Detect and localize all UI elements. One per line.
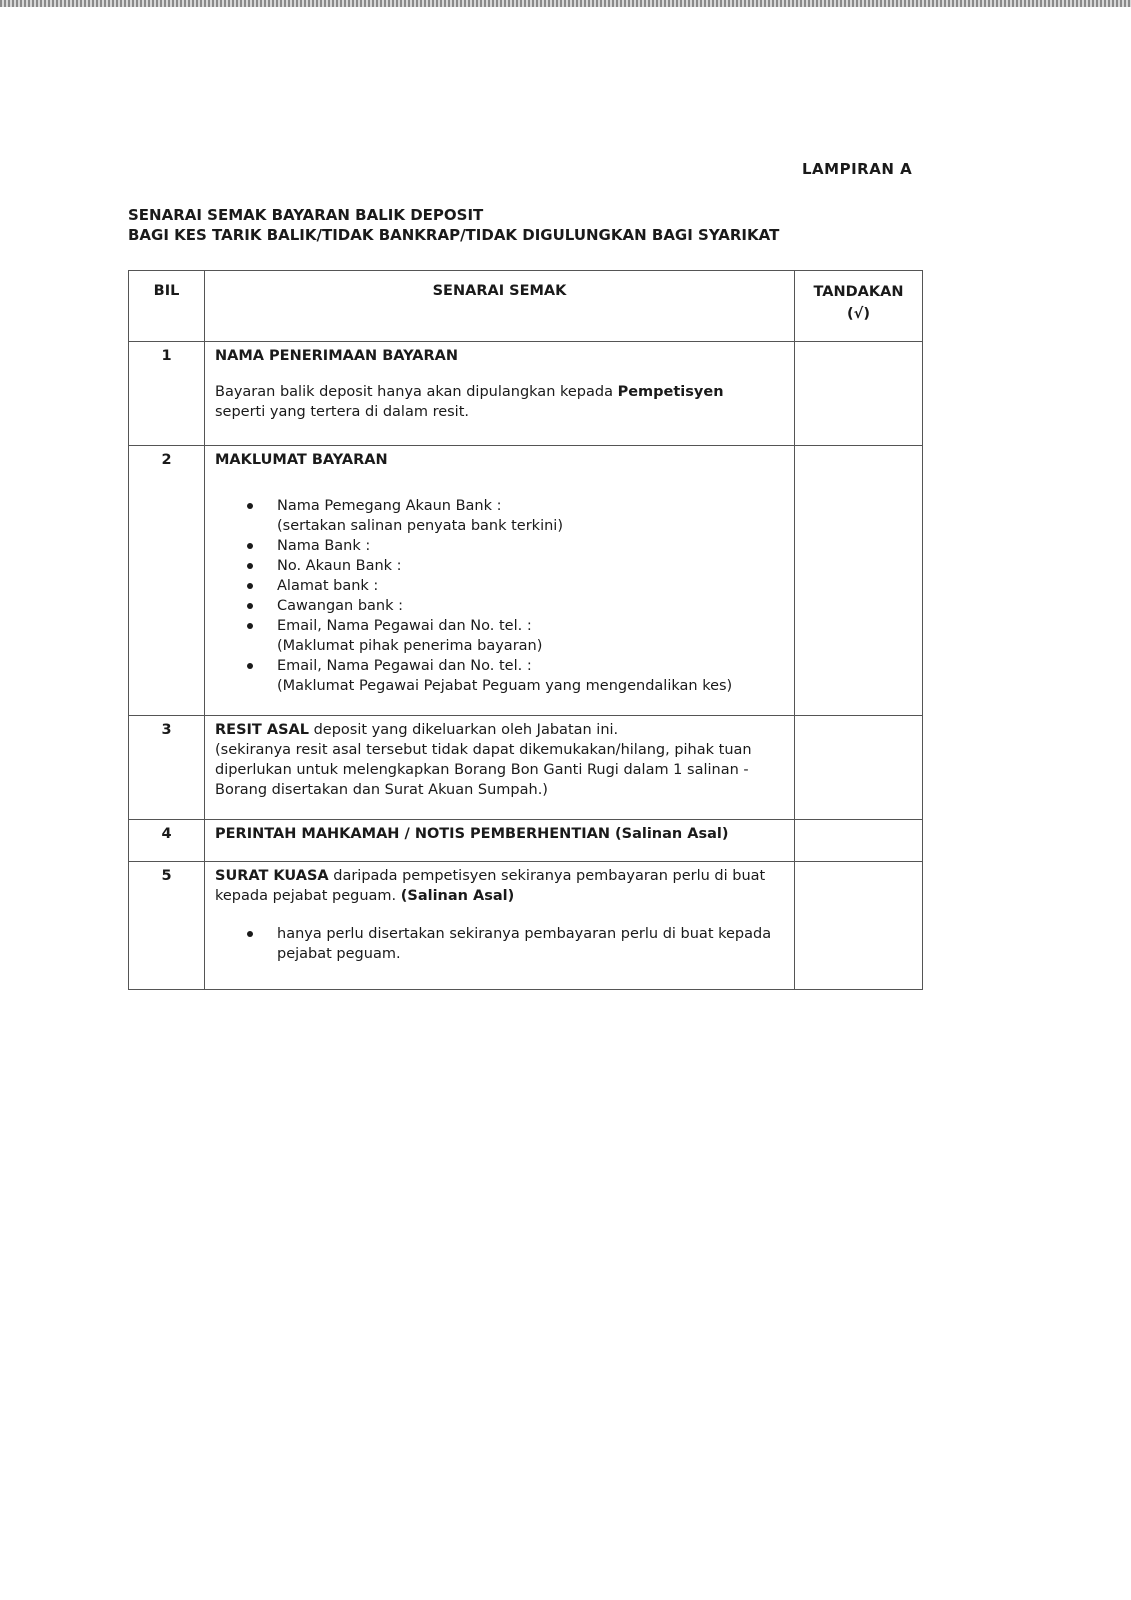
- row-text: deposit yang dikeluarkan oleh Jabatan ini.: [308, 722, 619, 738]
- table-row: [129, 862, 923, 990]
- list-item: No. Akaun Bank :: [247, 556, 784, 576]
- table-row: [129, 446, 923, 716]
- header-bil: BIL: [129, 271, 205, 342]
- row-number: 2: [129, 446, 205, 716]
- scan-edge: [0, 0, 1131, 7]
- table-row: [129, 716, 923, 820]
- list-item: hanya perlu disertakan sekiranya pembayaran perlu di buat kepada pejabat peguam.: [247, 924, 784, 964]
- row-text: Bayaran balik deposit hanya akan dipulangkan kepada: [215, 384, 618, 400]
- row-description: [215, 866, 784, 906]
- row-text-continued: seperti yang tertera di dalam resit.: [215, 404, 470, 420]
- header-tandakan: [795, 271, 923, 342]
- row-number: 4: [129, 820, 205, 862]
- table-header-row: [129, 271, 923, 342]
- header-senarai-semak: SENARAI SEMAK: [205, 271, 795, 342]
- row-bold-text: Pempetisyen: [617, 384, 724, 400]
- row-title: NAMA PENERIMAAN BAYARAN: [215, 348, 458, 364]
- power-of-attorney-list: [215, 924, 784, 964]
- list-item: Nama Bank :: [247, 536, 784, 556]
- row-note: (sekiranya resit asal tersebut tidak dapat dikemukakan/hilang, pihak tuan diperlukan untuk melengkapkan Borang Bon Ganti Rugi dalam 1 salinan - Borang disertakan dan Surat Akuan Sumpah.): [215, 742, 752, 798]
- tick-cell[interactable]: [795, 342, 923, 446]
- checklist-table: [128, 270, 923, 990]
- heading-line-2: BAGI KES TARIK BALIK/TIDAK BANKRAP/TIDAK DIGULUNGKAN BAGI SYARIKAT: [128, 226, 780, 244]
- row-content: [205, 342, 795, 446]
- row-content: [205, 862, 795, 990]
- row-bold-text: SURAT KUASA: [215, 868, 329, 884]
- list-item: Email, Nama Pegawai dan No. tel. : (Maklumat Pegawai Pejabat Peguam yang mengendalikan kes): [247, 656, 784, 696]
- document-heading: [128, 205, 779, 245]
- row-description: [215, 720, 784, 800]
- row-number: 5: [129, 862, 205, 990]
- tick-cell[interactable]: [795, 820, 923, 862]
- row-number: 1: [129, 342, 205, 446]
- table-row: [129, 342, 923, 446]
- row-number: 3: [129, 716, 205, 820]
- row-text: daripada pempetisyen sekiranya pembayaran perlu di buat kepada pejabat peguam.: [215, 868, 766, 904]
- row-title: MAKLUMAT BAYARAN: [215, 452, 388, 468]
- row-content: [205, 446, 795, 716]
- annex-label: LAMPIRAN A: [802, 160, 913, 178]
- row-description: [215, 382, 784, 422]
- tick-cell[interactable]: [795, 862, 923, 990]
- list-item: Nama Pemegang Akaun Bank : (sertakan salinan penyata bank terkini): [247, 496, 784, 536]
- row-bold-text: RESIT ASAL: [215, 722, 309, 738]
- row-content: [205, 716, 795, 820]
- list-item: Email, Nama Pegawai dan No. tel. : (Maklumat pihak penerima bayaran): [247, 616, 784, 656]
- table-row: [129, 820, 923, 862]
- heading-line-1: SENARAI SEMAK BAYARAN BALIK DEPOSIT: [128, 206, 484, 224]
- header-tandakan-label: TANDAKAN: [813, 284, 904, 300]
- payment-info-list: [215, 496, 784, 696]
- list-item: Alamat bank :: [247, 576, 784, 596]
- tick-cell[interactable]: [795, 716, 923, 820]
- header-tick-symbol: (√): [847, 306, 870, 322]
- row-bold-text-2: (Salinan Asal): [400, 888, 515, 904]
- tick-cell[interactable]: [795, 446, 923, 716]
- row-title: PERINTAH MAHKAMAH / NOTIS PEMBERHENTIAN (Salinan Asal): [205, 820, 795, 862]
- list-item: Cawangan bank :: [247, 596, 784, 616]
